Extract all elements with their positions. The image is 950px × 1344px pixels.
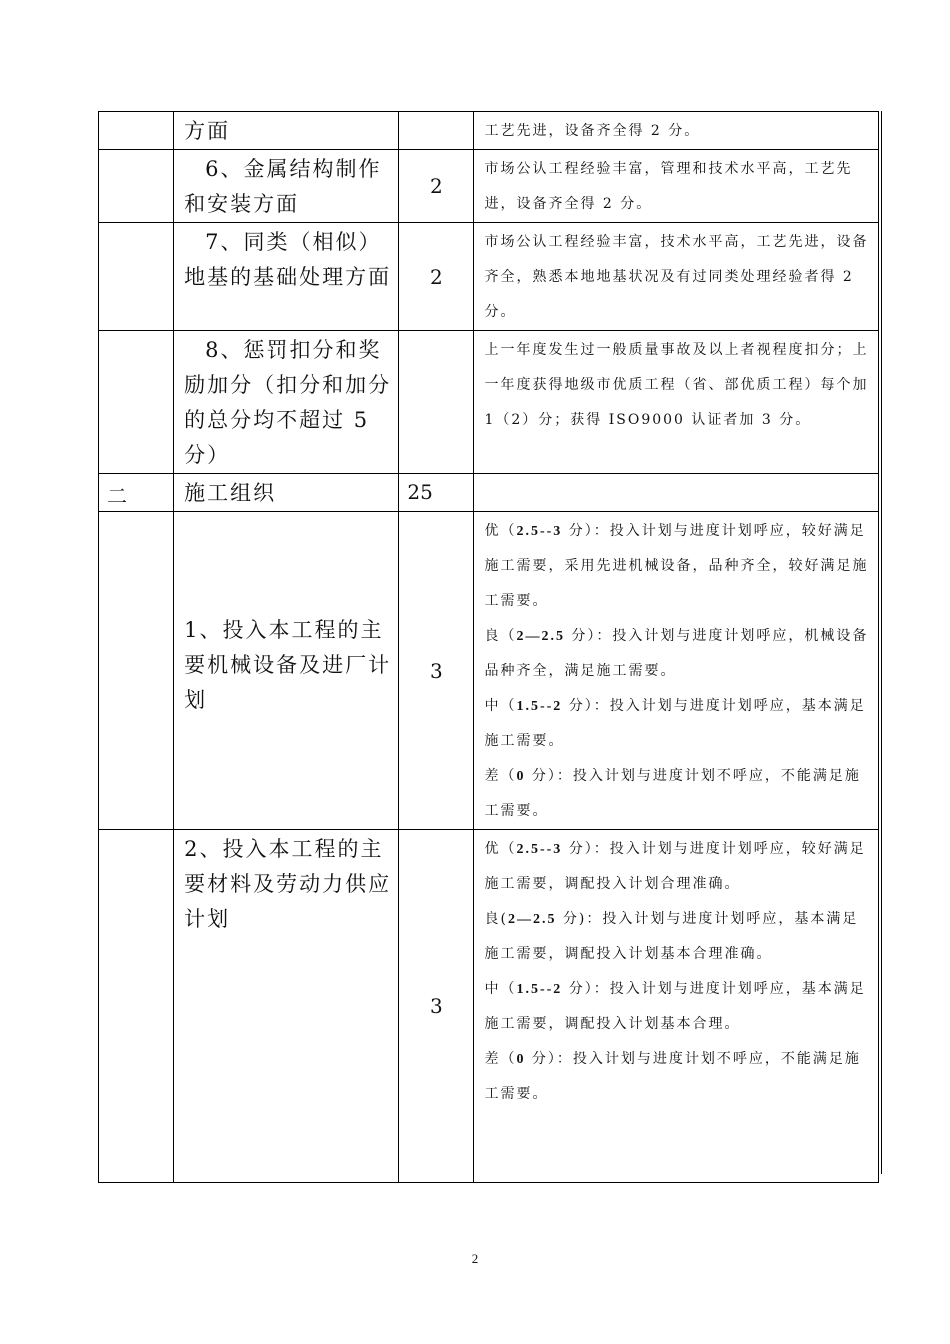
table-row — [99, 830, 879, 1183]
score-cell: 2 — [399, 150, 474, 223]
index-cell — [99, 223, 174, 331]
score-cell: 3 — [399, 512, 474, 830]
criteria-text: 工艺先进，设备齐全得 2 分。 — [484, 123, 701, 139]
grade-good: 良（2—2.5 分）：投入计划与进度计划呼应，机械设备品种齐全，满足施工需要。 — [484, 628, 869, 679]
criteria-text: 市场公认工程经验丰富，管理和技术水平高，工艺先进，设备齐全得 2 分。 — [484, 161, 853, 212]
page-number: 2 — [471, 1251, 479, 1266]
table-row — [99, 223, 879, 331]
index-cell — [99, 331, 174, 474]
table-row — [99, 331, 879, 474]
criteria-text: 市场公认工程经验丰富，技术水平高，工艺先进，设备齐全，熟悉本地地基状况及有过同类处理经验者得 2 分。 — [484, 234, 869, 320]
table-outer-rule — [881, 111, 882, 1174]
score-cell: 3 — [399, 830, 474, 1183]
section-score-cell: 25 — [399, 474, 474, 512]
grade-excellent: 优（2.5--3 分）：投入计划与进度计划呼应，较好满足施工需要，采用先进机械设备，品种齐全，较好满足施工需要。 — [484, 523, 869, 609]
item-cell: 2、投入本工程的主要材料及劳动力供应计划 — [174, 830, 399, 1183]
table-row — [99, 112, 879, 150]
item-cell: 7、同类（相似）地基的基础处理方面 — [174, 223, 399, 331]
criteria-cell — [474, 474, 879, 512]
index-cell — [99, 830, 174, 1183]
score-cell: 2 — [399, 223, 474, 331]
score-cell — [399, 331, 474, 474]
table-row — [99, 474, 879, 512]
item-cell: 6、金属结构制作和安装方面 — [174, 150, 399, 223]
index-cell — [99, 112, 174, 150]
section-title-cell: 施工组织 — [174, 474, 399, 512]
grade-poor: 差（0 分）：投入计划与进度计划不呼应，不能满足施工需要。 — [484, 1051, 861, 1102]
score-cell — [399, 112, 474, 150]
criteria-cell — [474, 830, 879, 1183]
table-row — [99, 512, 879, 830]
criteria-cell — [474, 112, 879, 150]
criteria-cell — [474, 331, 879, 474]
scoring-table — [98, 111, 879, 1183]
index-cell — [99, 150, 174, 223]
section-index-cell: 二 — [99, 474, 174, 512]
item-cell: 1、投入本工程的主要机械设备及进厂计划 — [174, 512, 399, 830]
grade-medium: 中（1.5--2 分）：投入计划与进度计划呼应，基本满足施工需要，调配投入计划基本合理。 — [484, 981, 866, 1032]
grade-excellent: 优（2.5--3 分）：投入计划与进度计划呼应，较好满足施工需要，调配投入计划合理准确。 — [484, 841, 866, 892]
item-cell: 方面 — [174, 112, 399, 150]
criteria-cell — [474, 223, 879, 331]
criteria-cell — [474, 512, 879, 830]
index-cell — [99, 512, 174, 830]
grade-good: 良(2—2.5 分)：投入计划与进度计划呼应，基本满足施工需要，调配投入计划基本合理准确。 — [484, 911, 859, 962]
item-cell: 8、惩罚扣分和奖励加分（扣分和加分的总分均不超过 5 分） — [174, 331, 399, 474]
grade-medium: 中（1.5--2 分）：投入计划与进度计划呼应，基本满足施工需要。 — [484, 698, 866, 749]
table-row — [99, 150, 879, 223]
grade-poor: 差（0 分）：投入计划与进度计划不呼应，不能满足施工需要。 — [484, 768, 861, 819]
criteria-cell — [474, 150, 879, 223]
criteria-text: 上一年度发生过一般质量事故及以上者视程度扣分；上一年度获得地级市优质工程（省、部优质工程）每个加 1（2）分；获得 ISO9000 认证者加 3 分。 — [484, 342, 869, 428]
